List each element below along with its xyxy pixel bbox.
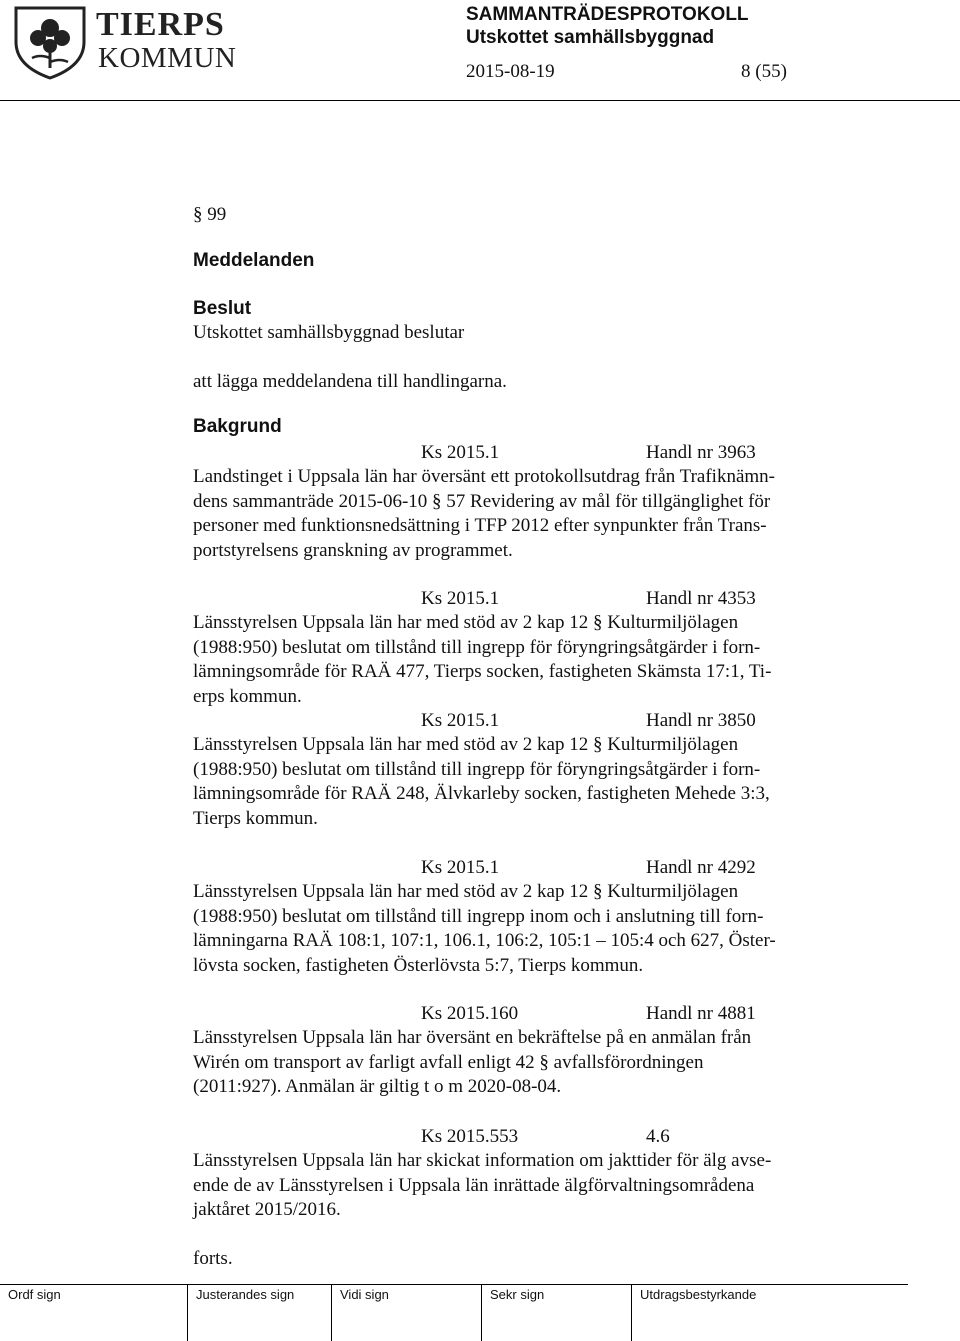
item-text bbox=[193, 733, 873, 831]
handl-number: Handl nr 4292 bbox=[646, 857, 756, 878]
signature-bar bbox=[0, 1285, 908, 1315]
text-line: Länsstyrelsen Uppsala län har med stöd av 2 kap 12 § Kulturmiljölagen bbox=[193, 881, 739, 902]
document-date: 2015-08-19 bbox=[466, 61, 555, 82]
ks-number: Ks 2015.553 bbox=[421, 1126, 519, 1147]
committee-name: Utskottet samhällsbyggnad bbox=[466, 27, 715, 48]
text-line: (1988:950) beslutat om tillstånd till ingrepp för föryngringsåtgärder i forn- bbox=[193, 758, 761, 780]
municipality-logo bbox=[10, 2, 260, 82]
item-text bbox=[193, 1149, 873, 1223]
document-type: SAMMANTRÄDESPROTOKOLL bbox=[466, 4, 749, 25]
text-line: lämningarna RAÄ 108:1, 107:1, 106.1, 106:2, 105:1 – 105:4 och 627, Öster- bbox=[193, 930, 776, 951]
text-line: lövsta socken, fastigheten Österlövsta 5:7, Tierps kommun. bbox=[193, 954, 644, 976]
section-number: § 99 bbox=[193, 204, 227, 225]
item-text bbox=[193, 880, 873, 978]
text-line: Wirén om transport av farligt avfall enligt 42 § avfallsförordningen bbox=[193, 1051, 704, 1073]
handl-number: Handl nr 3850 bbox=[646, 710, 756, 731]
ks-number: Ks 2015.1 bbox=[421, 710, 500, 731]
signature-cell-utdragsbestyrkande bbox=[631, 1285, 908, 1341]
header-divider bbox=[0, 100, 960, 101]
text-line: Länsstyrelsen Uppsala län har översänt en bekräftelse på en anmälan från bbox=[193, 1027, 752, 1048]
text-line: (2011:927). Anmälan är giltig t o m 2020-08-04. bbox=[193, 1076, 562, 1097]
text-line: lämningsområde för RAÄ 248, Älvkarleby socken, fastigheten Mehede 3:3, bbox=[193, 783, 770, 804]
text-line: personer med funktionsnedsättning i TFP 2012 efter synpunkter från Trans- bbox=[193, 515, 767, 536]
text-line: ende de av Länsstyrelsen i Uppsala län inrättade älgförvaltningsområdena bbox=[193, 1174, 755, 1196]
page-number: 8 (55) bbox=[741, 61, 787, 82]
text-line: portstyrelsens granskning av programmet. bbox=[193, 539, 513, 561]
item-text bbox=[193, 611, 873, 709]
handl-number: Handl nr 4353 bbox=[646, 588, 756, 609]
signature-label: Vidi sign bbox=[340, 1287, 389, 1302]
beslut-heading: Beslut bbox=[193, 298, 252, 319]
handl-number: Handl nr 4881 bbox=[646, 1003, 756, 1024]
logo-text-line2: KOMMUN bbox=[98, 42, 237, 74]
handl-number: 4.6 bbox=[646, 1126, 670, 1147]
item-text bbox=[193, 1026, 873, 1100]
section-title: Meddelanden bbox=[193, 250, 315, 271]
continued-note: forts. bbox=[193, 1248, 233, 1269]
signature-cell-justerandes bbox=[187, 1285, 331, 1341]
text-line: (1988:950) beslutat om tillstånd till ingrepp inom och i anslutning till forn- bbox=[193, 905, 764, 927]
signature-label: Utdragsbestyrkande bbox=[640, 1287, 757, 1302]
ks-number: Ks 2015.1 bbox=[421, 442, 500, 463]
text-line: jaktåret 2015/2016. bbox=[193, 1199, 341, 1220]
text-line: dens sammanträde 2015-06-10 § 57 Revidering av mål för tillgänglighet för bbox=[193, 490, 771, 512]
ks-number: Ks 2015.1 bbox=[421, 857, 500, 878]
ks-number: Ks 2015.160 bbox=[421, 1003, 519, 1024]
signature-label: Sekr sign bbox=[490, 1287, 545, 1302]
ks-number: Ks 2015.1 bbox=[421, 588, 500, 609]
text-line: erps kommun. bbox=[193, 685, 302, 707]
clover-emblem-icon bbox=[10, 2, 90, 80]
beslut-line: att lägga meddelandena till handlingarna. bbox=[193, 371, 507, 392]
item-text bbox=[193, 465, 873, 563]
signature-cell-ordf bbox=[0, 1285, 187, 1341]
logo-text-line1: TIERPS bbox=[96, 6, 225, 43]
text-line: Länsstyrelsen Uppsala län har med stöd av 2 kap 12 § Kulturmiljölagen bbox=[193, 612, 739, 633]
text-line: (1988:950) beslutat om tillstånd till ingrepp för föryngringsåtgärder i forn- bbox=[193, 636, 761, 658]
bakgrund-heading: Bakgrund bbox=[193, 416, 282, 437]
text-line: lämningsområde för RAÄ 477, Tierps socken, fastigheten Skämsta 17:1, Ti- bbox=[193, 661, 772, 682]
text-line: Tierps kommun. bbox=[193, 807, 318, 829]
signature-cell-sekr bbox=[481, 1285, 631, 1341]
text-line: Landstinget i Uppsala län har översänt ett protokollsutdrag från Trafiknämn- bbox=[193, 466, 776, 487]
handl-number: Handl nr 3963 bbox=[646, 442, 756, 463]
text-line: Länsstyrelsen Uppsala län har med stöd av 2 kap 12 § Kulturmiljölagen bbox=[193, 734, 739, 755]
signature-label: Justerandes sign bbox=[196, 1287, 295, 1302]
signature-label: Ordf sign bbox=[8, 1287, 61, 1302]
text-line: Länsstyrelsen Uppsala län har skickat information om jakttider för älg avse- bbox=[193, 1150, 772, 1171]
beslut-line: Utskottet samhällsbyggnad beslutar bbox=[193, 322, 465, 343]
signature-cell-vidi bbox=[331, 1285, 481, 1341]
